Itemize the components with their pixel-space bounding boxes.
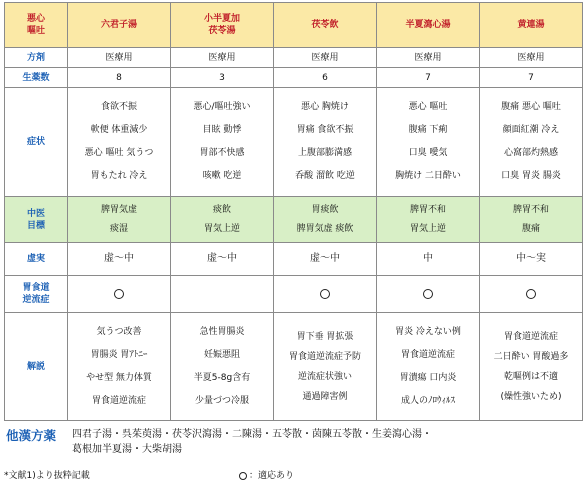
other-kampo-list xyxy=(72,427,572,457)
commentary-cell xyxy=(480,313,583,421)
text-line: 逆流症 xyxy=(22,295,50,305)
tcm-target-cell xyxy=(171,197,274,243)
gerd-cell xyxy=(480,276,583,313)
constitution-cell: 虚～中 xyxy=(68,243,171,276)
cell-line: 胃もたれ 冷え xyxy=(90,171,148,181)
cell-line: 胃痛 食欲不振 xyxy=(296,125,354,135)
cell-line: 腹痛 下痢 xyxy=(408,125,448,135)
circle-icon xyxy=(320,289,330,299)
cell-line: 痰湿 xyxy=(109,223,128,234)
shoyakusu-row xyxy=(5,68,583,88)
text-line: 中医 xyxy=(26,208,45,219)
legend-text: ：適応あり xyxy=(249,471,295,481)
cell-line: 胃気上逆 xyxy=(409,223,446,234)
cell-line: 成人のﾉﾛｳｨﾙｽ xyxy=(400,395,455,406)
cell-line: 胃腸炎 胃ｱﾄﾆｰ xyxy=(90,349,148,360)
row-label: 虚実 xyxy=(5,243,68,276)
constitution-cell: 中～実 xyxy=(480,243,583,276)
kaisetsu-row xyxy=(5,313,583,421)
cell-line: 胃食道逆流症 xyxy=(503,331,558,342)
cell-line: 妊娠悪阻 xyxy=(203,349,240,360)
shojo-row xyxy=(5,88,583,197)
cell-line: 胃食道逆流症 xyxy=(400,349,455,360)
constitution-cell: 中 xyxy=(377,243,480,276)
cell-line: 口臭 噯気 xyxy=(408,148,448,158)
houzai-cell: 医療用 xyxy=(480,48,583,68)
corner-cell xyxy=(5,3,68,48)
cell-line: 悪心 嘔吐 気うつ xyxy=(84,148,154,158)
tcm-target-cell xyxy=(274,197,377,243)
cell-line: 呑酸 溜飲 吃逆 xyxy=(295,171,355,181)
cell-line: 悪心 胸焼け xyxy=(301,102,349,112)
houzai-cell: 医療用 xyxy=(171,48,274,68)
cell-line: 軟便 体重減少 xyxy=(90,125,148,135)
text-line: 茯苓湯 xyxy=(208,26,236,36)
cell-line: 半夏5-8g含有 xyxy=(193,372,251,383)
cell-line: 脾胃不和 xyxy=(512,204,549,215)
cell-line: 胃痰飲 xyxy=(311,204,339,215)
commentary-cell xyxy=(377,313,480,421)
row-label xyxy=(5,276,68,313)
text-line: 六君子湯 xyxy=(100,20,137,30)
herb-count-cell: 6 xyxy=(274,68,377,88)
kyojitsu-row xyxy=(5,243,583,276)
text-line: 小半夏加 xyxy=(203,14,240,24)
cell-line: 二日酔い 胃酸過多 xyxy=(493,351,569,362)
text-line: 黄連湯 xyxy=(517,20,545,30)
circle-icon xyxy=(114,289,124,299)
text-line: 嘔吐 xyxy=(26,26,45,36)
text-line: 葛根加半夏湯・大柴胡湯 xyxy=(72,444,182,455)
tcm-target-cell xyxy=(480,197,583,243)
cell-line: 胃下垂 胃拡張 xyxy=(296,331,354,342)
symptom-cell xyxy=(480,88,583,197)
tcm-target-cell xyxy=(377,197,480,243)
cell-line: 脾胃気虚 xyxy=(100,204,137,215)
cell-line: 脾胃不和 xyxy=(409,204,446,215)
text-line: 半夏瀉心湯 xyxy=(405,20,451,30)
table-wrapper xyxy=(4,2,582,421)
cell-line: 口臭 胃炎 腸炎 xyxy=(501,171,561,181)
row-label: 生薬数 xyxy=(5,68,68,88)
row-label: 解説 xyxy=(5,313,68,421)
cell-line: 胃気上逆 xyxy=(203,223,240,234)
cell-line: 悪心 嘔吐 xyxy=(408,102,448,112)
gerd-row xyxy=(5,276,583,313)
cell-line: 目眩 動悸 xyxy=(202,125,242,135)
cell-line: 胃炎 冷えない例 xyxy=(395,326,461,337)
text-line: 胃食道 xyxy=(22,283,50,293)
legend xyxy=(239,468,294,481)
cell-line: 少量づつ冷服 xyxy=(194,395,249,406)
row-label xyxy=(5,197,68,243)
gerd-cell xyxy=(274,276,377,313)
commentary-cell xyxy=(68,313,171,421)
formula-header xyxy=(68,3,171,48)
herb-count-cell: 7 xyxy=(377,68,480,88)
cell-line: 通過障害例 xyxy=(302,391,348,402)
herb-count-cell: 8 xyxy=(68,68,171,88)
houzai-row xyxy=(5,48,583,68)
cell-line: 胃食道逆流症予防 xyxy=(288,351,361,362)
circle-icon xyxy=(239,472,247,480)
source-footnote: *文献1)より抜粋記載 xyxy=(4,471,90,481)
cell-line: 顔面紅潮 冷え xyxy=(502,125,560,135)
cell-line: (燥性強いため) xyxy=(500,391,562,402)
text-line: 悪心 xyxy=(26,14,45,24)
cell-line: 心窩部灼熱感 xyxy=(503,148,558,158)
cell-line: 胃食道逆流症 xyxy=(91,395,146,406)
cell-line: 悪心/嘔吐強い xyxy=(193,102,251,112)
houzai-cell: 医療用 xyxy=(377,48,480,68)
commentary-cell xyxy=(171,313,274,421)
cell-line: 上腹部膨満感 xyxy=(297,148,352,158)
kampo-comparison-table xyxy=(4,2,583,421)
formula-header xyxy=(171,3,274,48)
cell-line: 逆流症状強い xyxy=(297,371,352,382)
row-label: 症状 xyxy=(5,88,68,197)
cell-line: やせ型 無力体質 xyxy=(86,372,152,383)
symptom-cell xyxy=(171,88,274,197)
header-row xyxy=(5,3,583,48)
cell-line: 胃潰瘍 口内炎 xyxy=(399,372,457,383)
constitution-cell: 虚～中 xyxy=(274,243,377,276)
other-kampo-title: 他漢方薬 xyxy=(6,428,57,443)
gerd-cell xyxy=(377,276,480,313)
text-line: 茯苓飲 xyxy=(311,20,339,30)
cell-line: 痰飲 xyxy=(212,204,231,215)
constitution-cell: 虚～中 xyxy=(171,243,274,276)
circle-icon xyxy=(423,289,433,299)
houzai-cell: 医療用 xyxy=(274,48,377,68)
cell-line: 乾嘔例は不適 xyxy=(503,371,558,382)
cell-line: 腹痛 xyxy=(521,223,540,234)
formula-header xyxy=(377,3,480,48)
formula-header xyxy=(480,3,583,48)
herb-count-cell: 3 xyxy=(171,68,274,88)
symptom-cell xyxy=(377,88,480,197)
commentary-cell xyxy=(274,313,377,421)
text-line: 目標 xyxy=(26,220,45,231)
gerd-cell xyxy=(68,276,171,313)
cell-line: 急性胃腸炎 xyxy=(199,326,245,337)
row-label: 方剤 xyxy=(5,48,68,68)
cell-line: 脾胃気虚 痰飲 xyxy=(296,223,354,234)
herb-count-cell: 7 xyxy=(480,68,583,88)
houzai-cell: 医療用 xyxy=(68,48,171,68)
tcm-target-cell xyxy=(68,197,171,243)
cell-line: 腹痛 悪心 嘔吐 xyxy=(501,102,561,112)
cell-line: 胸焼け 二日酔い xyxy=(395,171,461,181)
formula-header xyxy=(274,3,377,48)
cell-line: 食欲不振 xyxy=(100,102,137,112)
cell-line: 胃部不快感 xyxy=(199,148,245,158)
cell-line: 咳嗽 吃逆 xyxy=(202,171,242,181)
gerd-cell xyxy=(171,276,274,313)
cell-line: 気うつ改善 xyxy=(96,326,142,337)
text-line: 四君子湯・呉茱萸湯・茯苓沢瀉湯・二陳湯・五苓散・茵陳五苓散・生姜瀉心湯・ xyxy=(72,429,432,440)
chui-row xyxy=(5,197,583,243)
symptom-cell xyxy=(274,88,377,197)
symptom-cell xyxy=(68,88,171,197)
circle-icon xyxy=(526,289,536,299)
